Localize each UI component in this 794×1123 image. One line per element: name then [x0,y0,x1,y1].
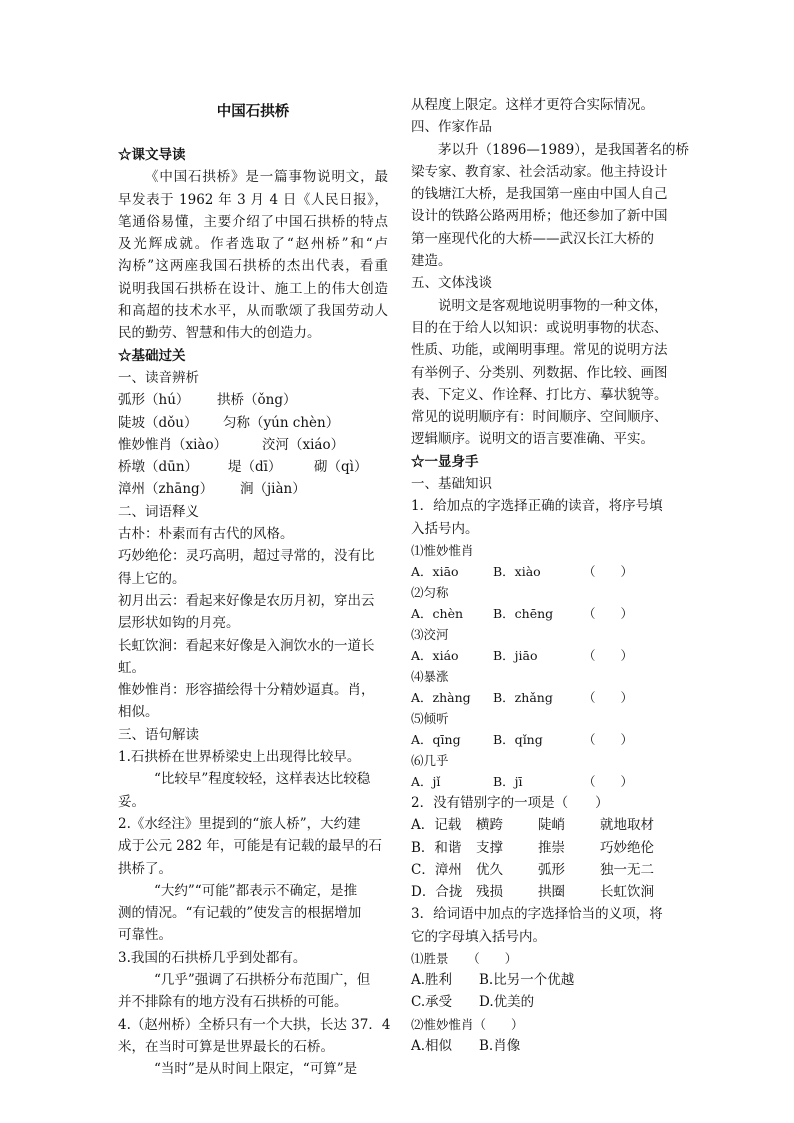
q3-item-1: ⑴胜景 （ ） [411,951,518,967]
q3-item-2-options [411,1035,689,1057]
option-a: A．xiāo [411,563,459,579]
vocab-line: 古朴：朴素而有古代的风格。 [118,526,294,543]
reading-item: 陡坡（dǒu） [118,414,198,431]
q1-item-label: ⑹几乎 [411,752,449,768]
style-line: 有举例子、分类别、列数据、作比较、画图 [411,364,668,381]
guide-line: 笔通俗易懂，主要介绍了中国石拱桥的特点 [118,213,388,230]
q2-word: 弧形 [538,861,565,878]
option-a: A．jǐ [411,773,441,789]
answer-blank: （ ） [583,647,634,663]
q3-option-row [411,991,689,1013]
option-a: A．chèn [411,605,464,621]
reading-item: 惟妙惟肖（xiào） [118,436,228,453]
sentence-list [118,746,391,1080]
reading-heading: 一、读音辨析 [118,369,199,386]
q1-item-options [411,729,689,750]
option-b: B．jī [493,773,523,789]
right-column [411,94,689,1057]
continued-line: 从程度上限定。这样才更符合实际情况。 [411,97,654,113]
reading-list [118,389,388,500]
q3-item-1-options [411,969,689,1014]
knowledge-heading: 一、基础知识 [411,476,492,493]
vocab-line: 巧妙绝伦：灵巧高明，超过寻常的，没有比 [118,548,375,565]
reading-item: 堤（dī） [228,459,282,476]
q2-option-row [411,814,689,836]
q2-word: 独一无二 [600,861,654,878]
reading-row [118,456,388,478]
style-line: 逻辑顺序。说明文的语言要准确、平实。 [411,431,654,448]
q2-word: 推崇 [538,839,565,856]
q2-word: 残损 [476,884,503,901]
q3-option: B.比另一个优越 [479,972,575,989]
style-heading: 五、文体浅谈 [411,275,492,292]
option-b: B．qǐng [493,731,543,747]
q3-option: D.优美的 [479,994,535,1011]
author-line: 茅以升（1896—1989），是我国著名的桥 [438,141,689,158]
q1-item-options [411,645,689,666]
option-b: B．jiāo [493,647,538,663]
vocab-line: 初月出云：看起来好像是农历月初，穿出云 [118,592,375,609]
option-b: B．chēng [493,605,554,621]
q3-option: C.承受 [411,994,453,1011]
left-column [118,96,391,1080]
guide-line: 民的勤劳、智慧和伟大的创造力。 [118,325,321,342]
style-line: 表、下定义、作诠释、打比方、摹状貌等。 [411,386,668,403]
reading-row [118,434,388,456]
sentence-line: 可靠性。 [118,927,172,944]
vocab-line: 惟妙惟肖：形容描绘得十分精妙逼真。肖， [118,682,375,699]
sentence-line: 2.《水经注》里提到的“旅人桥”，大约建 [118,815,361,832]
sentence-heading: 三、语句解读 [118,726,199,743]
q2-word: 优久 [476,861,503,878]
guide-line: 说明我国石拱桥在设计、施工上的伟大创造 [118,280,388,297]
reading-item: 拱桥（ǒng） [217,392,297,409]
style-line: 常见的说明顺序有：时间顺序、空间顺序、 [411,409,668,426]
author-line: 的钱塘江大桥，是我国第一座由中国人自己 [411,186,668,203]
q3-option: A.相似 [411,1037,453,1054]
answer-blank: （ ） [583,563,634,579]
style-line: 目的在于给人以知识：或说明事物的状态、 [411,319,668,336]
q2-word: 支撑 [476,839,503,856]
vocab-list [118,523,388,724]
option-a: A．xiáo [411,647,459,663]
q2-word: B．和谐 [411,839,462,856]
author-line: 设计的铁路公路两用桥；他还参加了新中国 [411,208,668,225]
author-line: 建造。 [411,253,452,270]
q2-word: C．漳州 [411,861,462,878]
answer-blank: （ ） [583,773,634,789]
q1-item-label: ⑴惟妙惟肖 [411,542,474,558]
reading-row [118,389,388,411]
q1-item-options [411,771,689,792]
option-a: A．qīng [411,731,461,747]
reading-row [118,478,388,500]
author-heading: 四、作家作品 [411,119,492,136]
vocab-line: 层形状如钩的月亮。 [118,615,240,632]
q2-word: 就地取材 [600,817,654,834]
q3-line-1: 3．给词语中加点的字选择恰当的义项，将 [411,906,663,923]
style-paragraph [411,295,689,451]
q1-item-label: ⑸倾听 [411,710,449,726]
sentence-line: 并不排除有的地方没有石拱桥的可能。 [118,994,348,1011]
sentence-line: 1.石拱桥在世界桥梁史上出现得比较早。 [118,749,361,766]
reading-item: 弧形（hú） [118,392,190,409]
basic-heading: ☆基础过关 [118,347,186,364]
sentence-line: “大约”“可能”都表示不确定，是推 [154,882,358,899]
q3-option-row [411,969,689,991]
reading-item: 桥墩（dūn） [118,459,199,476]
page-title: 中国石拱桥 [216,103,290,120]
reading-item: 洨河（xiáo） [262,436,345,453]
q1-item-options [411,603,689,624]
show-heading: ☆一显身手 [411,453,479,470]
sentence-line: “当时”是从时间上限定，“可算”是 [154,1061,358,1078]
reading-item: 砌（qì） [314,459,368,476]
reading-item: 涧（jiàn） [240,481,306,498]
option-b: B．xiào [493,563,541,579]
q1-line-2: 入括号内。 [411,520,479,537]
q2-word: 陡峭 [538,817,565,834]
reading-item: 漳州（zhāng） [118,481,214,498]
q2-options [411,814,689,903]
author-paragraph [411,139,689,273]
author-line: 第一座现代化的大桥——武汉长江大桥的 [411,230,654,247]
author-line: 梁专家、教育家、社会活动家。他主持设计 [411,163,668,180]
q3-line-2: 它的字母填入括号内。 [411,928,546,945]
sentence-line: 测的情况。“有记载的”使发言的根据增加 [118,905,362,922]
guide-heading: ☆课文导读 [118,147,186,163]
option-a: A．zhàng [411,689,471,705]
q1-item-label: ⑵匀称 [411,584,449,600]
q2-word: 横跨 [476,817,503,834]
q1-item-options [411,687,689,708]
sentence-line: 4.（赵州桥）全桥只有一个大拱，长达 37．4 [118,1016,391,1033]
guide-line: 早发表于 1962 年 3 月 4 日《人民日报》， [118,191,388,208]
q1-line-1: 1．给加点的字选择正确的读音，将序号填 [411,498,663,515]
q2-word: D．合拢 [411,884,463,901]
vocab-line: 长虹饮涧：看起来好像是入涧饮水的一道长 [118,637,375,654]
answer-blank: （ ） [583,731,634,747]
q2-word: 长虹饮涧 [600,884,654,901]
q3-option: A.胜利 [411,972,453,989]
reading-row [118,412,388,434]
guide-line: 和高超的技术水平，从而歌颂了我国劳动人 [118,303,388,320]
sentence-line: “几乎”强调了石拱桥分布范围广，但 [154,971,371,988]
q1-items [411,540,689,792]
sentence-line: 成于公元 282 年，可能是有记载的最早的石 [118,838,382,855]
sentence-line: 拱桥了。 [118,860,172,877]
vocab-line: 得上它的。 [118,570,186,587]
sentence-line: 3.我国的石拱桥几乎到处都有。 [118,949,307,966]
q1-item-options [411,561,689,582]
q1-item-label: ⑷暴涨 [411,668,449,684]
guide-line: 及光辉成就。作者选取了“赵州桥”和“卢 [118,236,388,253]
vocab-line: 虹。 [118,659,145,676]
q2-option-row [411,859,689,881]
style-line: 说明文是客观地说明事物的一种文体， [438,297,668,314]
q2-option-row [411,881,689,903]
sentence-line: 米，在当时可算是世界最长的石桥。 [118,1038,334,1055]
q2-word: 巧妙绝伦 [600,839,654,856]
q2-option-row [411,837,689,859]
q3-option: B.肖像 [479,1037,521,1054]
answer-blank: （ ） [583,689,634,705]
sentence-line: 妥。 [118,793,145,810]
reading-item: 匀称（yún chèn） [223,414,340,431]
q2-word: 拱圈 [538,884,565,901]
q1-item-label: ⑶洨河 [411,626,449,642]
q2-word: A．记载 [411,817,462,834]
vocab-line: 相似。 [118,704,159,721]
guide-paragraph [118,166,388,344]
q3-option-row [411,1035,689,1057]
q2-line: 2．没有错别字的一项是（ ） [411,794,609,811]
vocab-heading: 二、词语释义 [118,503,199,520]
sentence-line: “比较早”程度较轻，这样表达比较稳 [154,771,371,788]
q3-item-2: ⑵惟妙惟肖（ ） [411,1016,524,1032]
style-line: 性质、功能，或阐明事理。常见的说明方法 [411,342,668,359]
answer-blank: （ ） [583,605,634,621]
option-b: B．zhǎng [493,689,553,705]
guide-line: 《中国石拱桥》是一篇事物说明文，最 [145,169,388,186]
guide-line: 沟桥”这两座我国石拱桥的杰出代表，看重 [118,258,388,275]
